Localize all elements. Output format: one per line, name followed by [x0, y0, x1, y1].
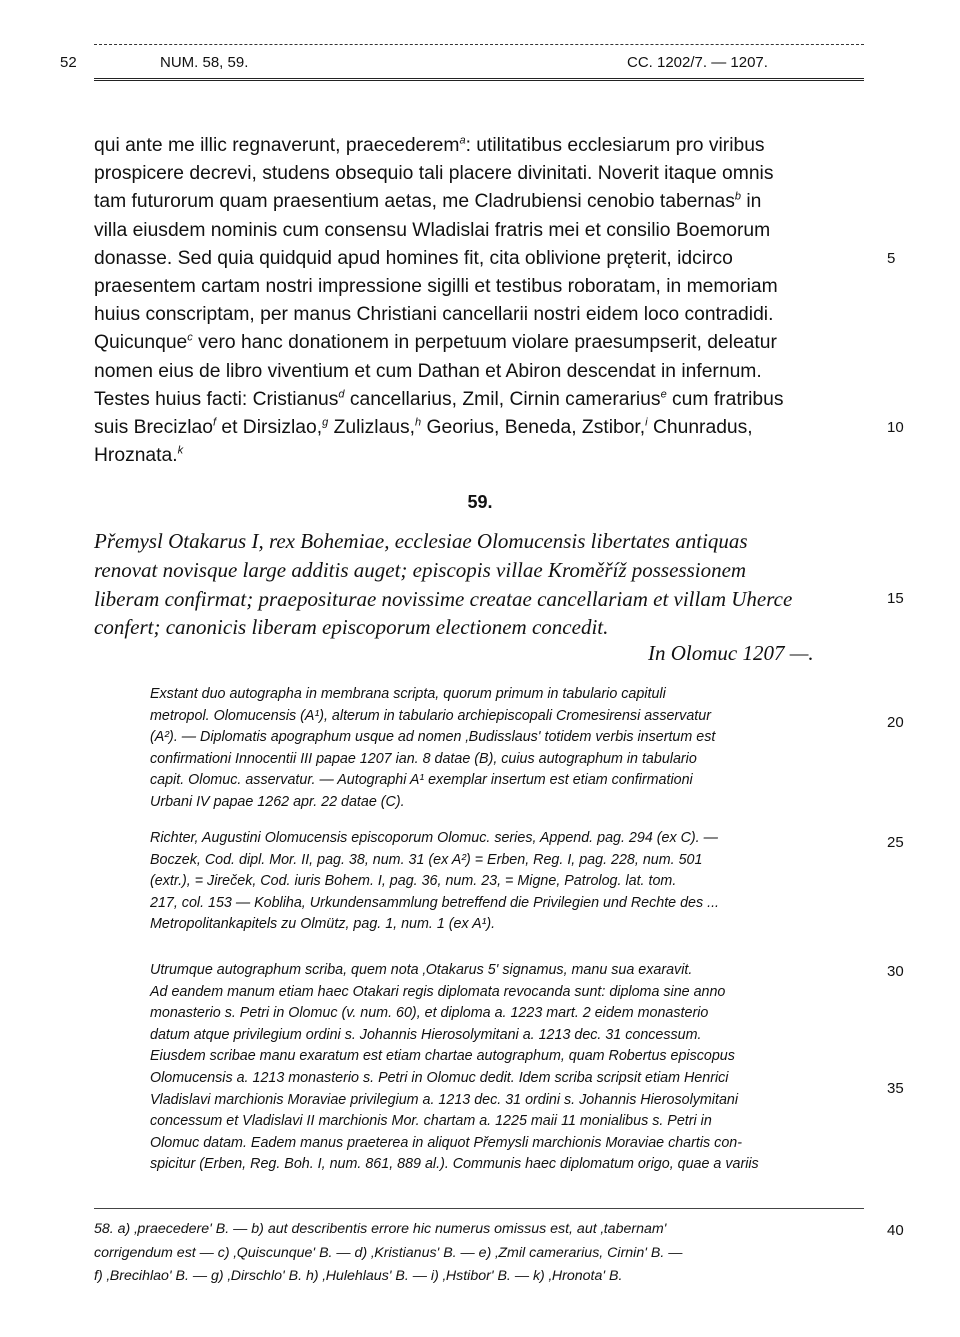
text-line: huius conscriptam, per manus Christiani cancellarii nostri eidem loco contradidi.	[94, 304, 774, 326]
date-range: CC. 1202/7. — 1207.	[627, 54, 768, 71]
running-header	[60, 54, 860, 78]
line-number-25: 25	[887, 834, 904, 851]
note-scribe	[150, 960, 868, 1176]
regest	[94, 527, 868, 642]
footnote-rule	[94, 1208, 864, 1209]
note-line: capit. Olomuc. asservatur. — Autographi A¹ exemplar insertum est etiam confirmationi	[150, 772, 693, 789]
place-date: In Olomuc 1207 —.	[648, 641, 814, 665]
line-number-35: 35	[887, 1080, 904, 1097]
text-line: Hroznata.$^k$	[94, 444, 184, 467]
note-line: Vladislavi marchionis Moraviae privilegium a. 1213 dec. 31 ordini s. Johannis Hierosolymitani	[150, 1091, 739, 1108]
line-number-40: 40	[887, 1222, 904, 1239]
text-line: donasse. Sed quia quidquid apud homines fit, cita oblivione pręterit, idcirco	[94, 247, 733, 269]
note-line: concessum et Vladislavi II marchionis Mor. chartam a. 1225 maii 11 monialibus s. Petri in	[150, 1113, 712, 1130]
note-line: Utrumque autographum scriba, quem nota ‚Otakarus 5' signamus, manu sua exaravit.	[150, 962, 693, 978]
note-line: Ad eandem manum etiam haec Otakari regis diplomata revocanda sunt: diploma sine anno	[150, 983, 726, 1000]
note-line: Richter, Augustini Olomucensis episcoporum Olomuc. series, Append. pag. 294 (ex C). —	[150, 830, 718, 846]
note-line: Olomucensis a. 1213 monasterio s. Petri in Olomuc dedit. Idem scriba scripsit etiam Henrici	[150, 1069, 729, 1086]
note-line: Eiusdem scribae manu exaratum est etiam chartae autographum, quam Robertus episcopus	[150, 1048, 735, 1065]
text-line: praesentem cartam nostri impressione sigilli et testibus roboratam, in memoriam	[94, 276, 778, 298]
regest-line: renovat novisque large additis auget; episcopis villae Kroměříž possessionem	[94, 557, 747, 582]
note-line: metropol. Olomucensis (A¹), alterum in tabulario archiepiscopali Cromesirensi asservatur	[150, 707, 711, 724]
note-line: monasterio s. Petri in Olomuc (v. num. 60), et diploma a. 1223 mart. 2 eidem monasterio	[150, 1005, 709, 1022]
footnote-line: 58. a) ‚praecedere' B. — b) aut describentis errore hic numerus omissus est, aut ‚tabernam'	[94, 1221, 667, 1237]
footnotes	[94, 1218, 874, 1289]
note-editions	[150, 828, 868, 936]
note-line: 217, col. 153 — Kobliha, Urkundensammlung betreffend die Privilegien und Rechte des ...	[150, 894, 720, 911]
document-number: 59.	[467, 492, 493, 512]
note-tradition	[150, 684, 868, 814]
note-line: Metropolitankapitels zu Olmütz, pag. 1, num. 1 (ex A¹).	[150, 916, 496, 933]
text-line: prospicere decrevi, studens obsequio tali placere divinitati. Noverit itaque omnis	[94, 163, 774, 185]
note-line: datum atque privilegium ordini s. Johannis Hierosolymitani a. 1213 dec. 31 concessum.	[150, 1026, 702, 1043]
note-line: Exstant duo autographa in membrana scripta, quorum primum in tabulario capituli	[150, 686, 666, 702]
text-line: nomen eius de libro viventium et cum Dathan et Abiron descendat in infernum.	[94, 360, 762, 382]
note-line: confirmationi Innocentii III papae 1207 ian. 8 datae (B), cuius autographum in tabulario	[150, 750, 697, 767]
note-line: (extr.), = Jireček, Cod. iuris Bohem. I, pag. 36, num. 23, = Migne, Patrolog. lat. tom.	[150, 873, 677, 890]
header-bottom-rule	[94, 78, 864, 81]
note-line: spicitur (Erben, Reg. Boh. I, num. 861, 889 al.). Communis haec diplomatum origo, quae a variis	[150, 1156, 759, 1173]
text-line: Testes huius facti: Cristianus$^d$ cancellarius, Zmil, Cirnin camerarius$^e$ cum fratribus	[94, 388, 784, 410]
text-line: Quicunque$^c$ vero hanc donationem in perpetuum violare praesumpserit, deleatur	[94, 332, 777, 354]
regest-line: Přemysl Otakarus I, rex Bohemiae, ecclesiae Olomucensis libertates antiquas	[94, 529, 748, 553]
text-line: tam futurorum quam praesentium aetas, me Cladrubiensi cenobio tabernas$^b$ in	[94, 190, 762, 213]
text-line: qui ante me illic regnaverunt, praecederem$^a$: utilitatibus ecclesiarum pro viribus	[94, 134, 765, 156]
footnote-line: f) ‚Brecihlao' B. — g) ‚Dirschlo' B. h) ‚Hulehlaus' B. — i) ‚Hstibor' B. — k) ‚Hronota' B.	[94, 1268, 623, 1285]
page-number: 52	[60, 54, 77, 71]
main-text	[94, 132, 868, 470]
document-numbers: NUM. 58, 59.	[160, 54, 249, 71]
header-top-rule	[94, 44, 864, 45]
regest-line: confert; canonicis liberam episcoporum electionem concedit.	[94, 615, 609, 640]
line-number-20: 20	[887, 714, 904, 731]
text-line: villa eiusdem nominis cum consensu Wladislai fratris mei et consilio Boemorum	[94, 219, 771, 241]
text-line: suis Brecizlao$^f$ et Dirsizlao,$^g$ Zulizlaus,$^h$ Georius, Beneda, Zstibor,$^i$ Chunradus,	[94, 416, 753, 439]
note-line: Olomuc datam. Eadem manus praeterea in aliquot Přemysli marchionis Moraviae chartis con-	[150, 1134, 742, 1151]
line-number-30: 30	[887, 963, 904, 980]
note-line: Urbani IV papae 1262 apr. 22 datae (C).	[150, 793, 405, 810]
line-number-10: 10	[887, 419, 904, 436]
line-number-15: 15	[887, 590, 904, 607]
note-line: (A²). — Diplomatis apographum usque ad nomen ‚Budisslaus' totidem verbis insertum est	[150, 729, 716, 746]
regest-line: liberam confirmat; praepositurae novissime creatae cancellariam et villam Uherce	[94, 586, 793, 611]
note-line: Boczek, Cod. dipl. Mor. II, pag. 38, num. 31 (ex A²) = Erben, Reg. I, pag. 228, num. 501	[150, 851, 703, 868]
line-number-5: 5	[887, 250, 896, 267]
footnote-line: corrigendum est — c) ‚Quiscunque' B. — d) ‚Kristianus' B. — e) ‚Zmil camerarius, Cirnin' B. —	[94, 1244, 683, 1261]
